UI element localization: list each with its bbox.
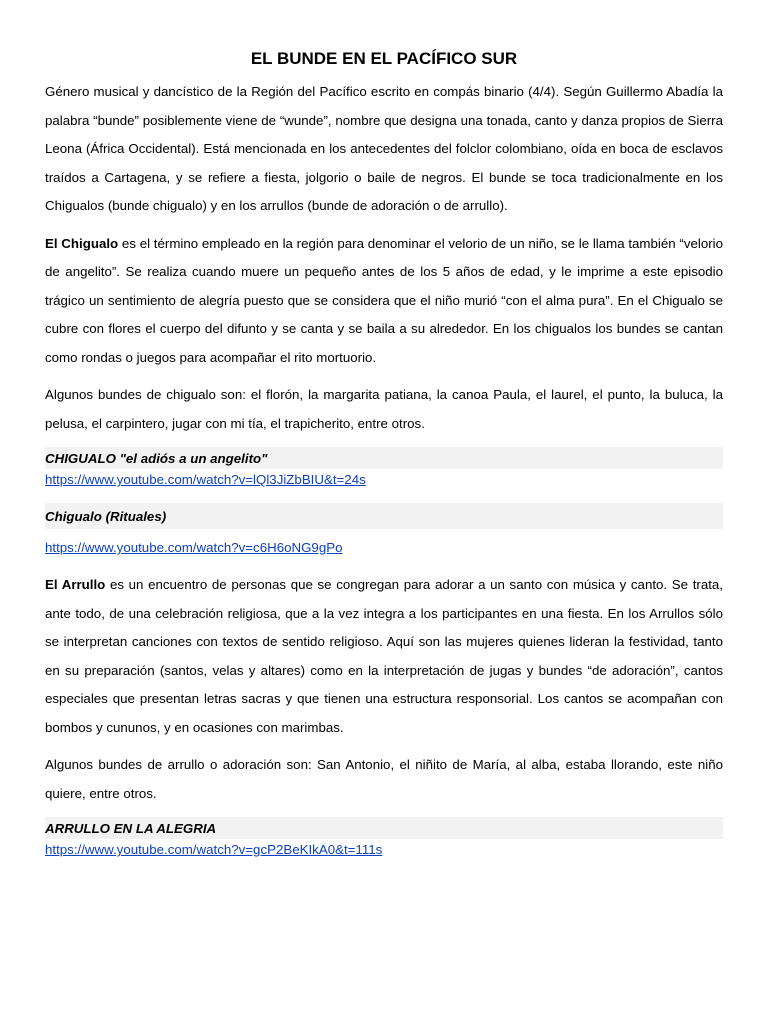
chigualo-paragraph (45, 230, 723, 373)
arrullo-paragraph (45, 571, 723, 742)
video1-label: CHIGUALO "el adiós a un angelito" (45, 447, 723, 469)
video3-label: ARRULLO EN LA ALEGRIA (45, 817, 723, 839)
document-page (45, 48, 723, 861)
arrullo-examples-paragraph: Algunos bundes de arrullo o adoración son: San Antonio, el niñito de María, al alba, estaba llorando, este niño quiere, entre otros. (45, 757, 723, 801)
chigualo-examples-paragraph: Algunos bundes de chigualo son: el florón, la margarita patiana, la canoa Paula, el laurel, el punto, la buluca, la pelusa, el carpintero, jugar con mi tía, el trapicherito, entre otros. (45, 387, 723, 431)
arrullo-text: es un encuentro de personas que se congregan para adorar a un santo con música y canto. Se trata, ante todo, de una celebración religiosa, que a la vez integra a los participantes en una fiesta. En los Arrullos sólo se interpretan canciones con textos de sentido religioso. Aquí son las mujeres quienes lideran la festividad, tanto en su preparación (santos, velas y altares) como en la interpretación de jugas y bundes “de adoración”, cantos especiales que presentan letras sacras y que tienen una estructura responsorial. Los cantos se acompañan con bombos y cununos, y en ocasiones con marimbas. (45, 577, 723, 735)
document-title: EL BUNDE EN EL PACÍFICO SUR (250, 49, 518, 68)
chigualo-text: es el término empleado en la región para denominar el velorio de un niño, se le llama también “velorio de angelito”. Se realiza cuando muere un pequeño antes de los 5 años de edad, y le imprime a este episodio trágico un sentimiento de alegría puesto que se considera que el niño murió “con el alma pura”. En el Chigualo se cubre con flores el cuerpo del difunto y se canta y se baila a su alrededor. En los chigualos los bundes se cantan como rondas o juegos para acompañar el rito mortuorio. (45, 235, 723, 365)
video3-link[interactable]: https://www.youtube.com/watch?v=gcP2BeKIkA0&t=111s (45, 842, 383, 857)
arrullo-term: El Arrullo (45, 577, 106, 592)
video2-link[interactable]: https://www.youtube.com/watch?v=c6H6oNG9gPo (45, 540, 343, 555)
video1-link[interactable]: https://www.youtube.com/watch?v=lQl3JiZbBIU&t=24s (45, 472, 366, 487)
intro-paragraph: Género musical y dancístico de la Región del Pacífico escrito en compás binario (4/4). Según Guillermo Abadía la palabra “bunde” posiblemente viene de “wunde”, nombre que designa una tonada, canto y danza propios de Sierra Leona (África Occidental). Está mencionada en los antecedentes del folclor colombiano, oída en boca de esclavos traídos a Cartagena, y se refiere a fiesta, jolgorio o baile de negros. El bunde se toca tradicionalmente en los Chigualos (bunde chigualo) y en los arrullos (bunde de adoración o de arrullo). (45, 84, 723, 213)
chigualo-term: El Chigualo (45, 235, 119, 251)
video2-label: Chigualo (Rituales) (45, 503, 723, 529)
